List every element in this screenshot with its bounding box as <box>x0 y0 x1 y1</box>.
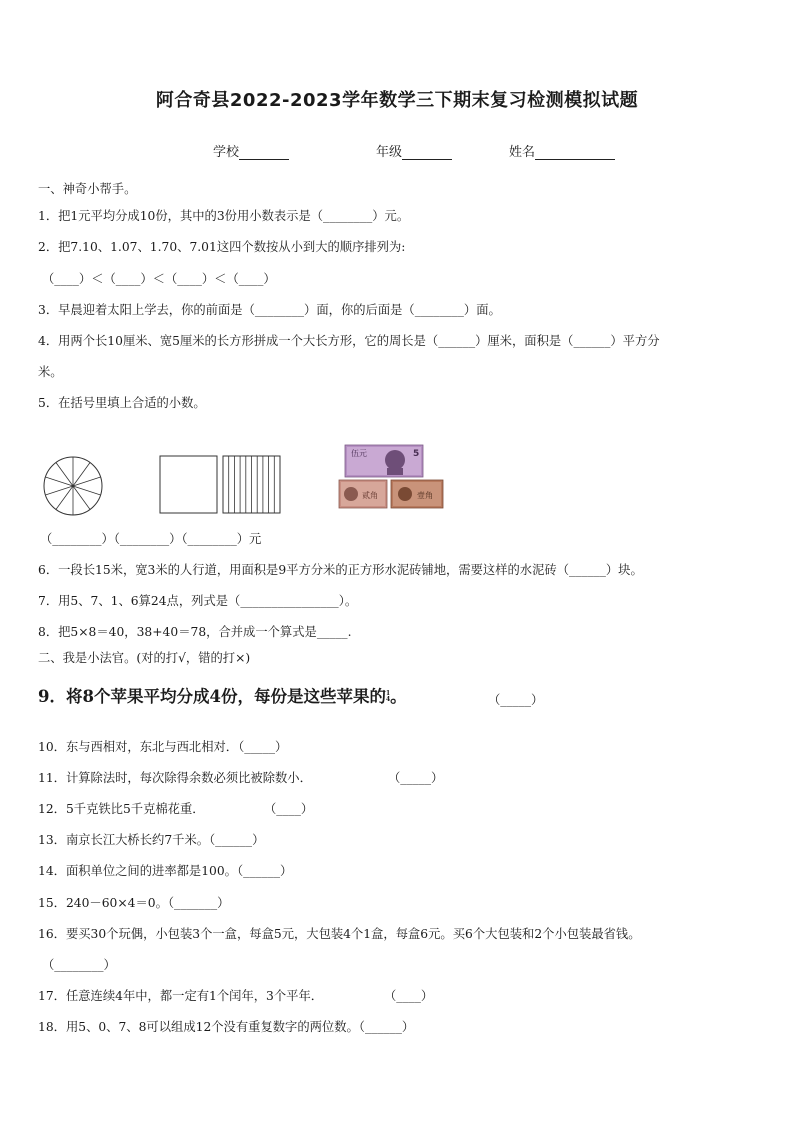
question-11-answer: （_____） <box>388 771 444 785</box>
question-15: 15．240－60×4＝0。（_______） <box>38 896 230 910</box>
name-blank[interactable] <box>535 146 615 160</box>
question-8: 8．把5×8＝40，38+40＝78，合并成一个算式是_____. <box>38 625 352 639</box>
question-13: 13．南京长江大桥长约7千米。（______） <box>38 833 265 847</box>
money-figure <box>337 444 445 510</box>
grade-label: 年级 <box>376 145 403 160</box>
section-1-heading: 一、神奇小帮手。 <box>38 182 137 196</box>
question-5: 5．在括号里填上合适的小数。 <box>38 396 206 410</box>
whole-square-figure <box>159 455 219 515</box>
page-title: 阿合奇县2022-2023学年数学三下期末复习检测模拟试题 <box>155 90 639 111</box>
question-5-answers: （________）（________）（________）元 <box>40 532 262 546</box>
name-field <box>509 141 615 160</box>
question-18: 18．用5、0、7、8可以组成12个没有重复数字的两位数。（______） <box>38 1020 415 1034</box>
jiao-1-label: 壹角 <box>417 491 433 500</box>
fraction-denominator: 4 <box>385 696 391 703</box>
grade-blank[interactable] <box>402 146 452 160</box>
section-2-heading: 二、我是小法官。(对的打√，错的打×) <box>38 651 251 665</box>
question-4: 4．用两个长10厘米、宽5厘米的长方形拼成一个大长方形，它的周长是（______）厘米，面积是（______）平方分 <box>38 334 660 348</box>
school-label: 学校 <box>213 145 240 160</box>
question-17-answer: （____） <box>384 989 434 1003</box>
question-2: 2．把7.10、1.07、1.70、7.01这四个数按从小到大的顺序排列为: <box>38 240 406 254</box>
question-4-continued: 米。 <box>38 365 63 379</box>
fraction-numerator: 1 <box>385 690 391 697</box>
circle-fraction-figure <box>42 455 104 517</box>
question-6: 6．一段长15米，宽3米的人行道，用面积是9平方分米的正方形水泥砖铺地，需要这样的水泥砖（______）块。 <box>38 563 643 577</box>
striped-square-figure <box>222 455 282 515</box>
school-blank[interactable] <box>239 146 289 160</box>
question-2-blanks: （____）＜（____）＜（____）＜（____） <box>42 272 276 286</box>
question-16: 16．要买30个玩偶，小包装3个一盒，每盒5元，大包装4个1盒，每盒6元。买6个大包装和2个小包装最省钱。 <box>38 927 641 941</box>
question-10: 10．东与西相对，东北与西北相对．（_____） <box>38 740 288 754</box>
question-9-period: 。 <box>390 687 407 706</box>
question-12: 12．5千克铁比5千克棉花重． <box>38 802 205 816</box>
question-14: 14．面积单位之间的进率都是100。（______） <box>38 864 293 878</box>
school-field <box>213 141 289 160</box>
question-17: 17．任意连续4年中，都一定有1个闰年，3个平年． <box>38 989 324 1003</box>
question-1: 1．把1元平均分成10份，其中的3份用小数表示是（________）元。 <box>38 209 410 223</box>
question-9-answer: （_____） <box>488 693 544 707</box>
question-12-answer: （____） <box>264 802 314 816</box>
bill-5-number: 5 <box>413 449 420 459</box>
grade-field <box>376 141 452 160</box>
question-16-answer: （________） <box>42 958 116 972</box>
bill-5-label: 伍元 <box>351 449 367 458</box>
jiao-2-label: 贰角 <box>362 491 378 500</box>
name-label: 姓名 <box>509 145 536 160</box>
question-9 <box>38 689 407 705</box>
question-3: 3．早晨迎着太阳上学去，你的前面是（________）面，你的后面是（________）面。 <box>38 303 501 317</box>
question-11: 11．计算除法时，每次除得余数必须比被除数小． <box>38 771 312 785</box>
question-9-text: 9．将8个苹果平均分成4份，每份是这些苹果的 <box>38 687 386 706</box>
question-7: 7．用5、7、1、6算24点，列式是（________________）。 <box>38 594 358 608</box>
